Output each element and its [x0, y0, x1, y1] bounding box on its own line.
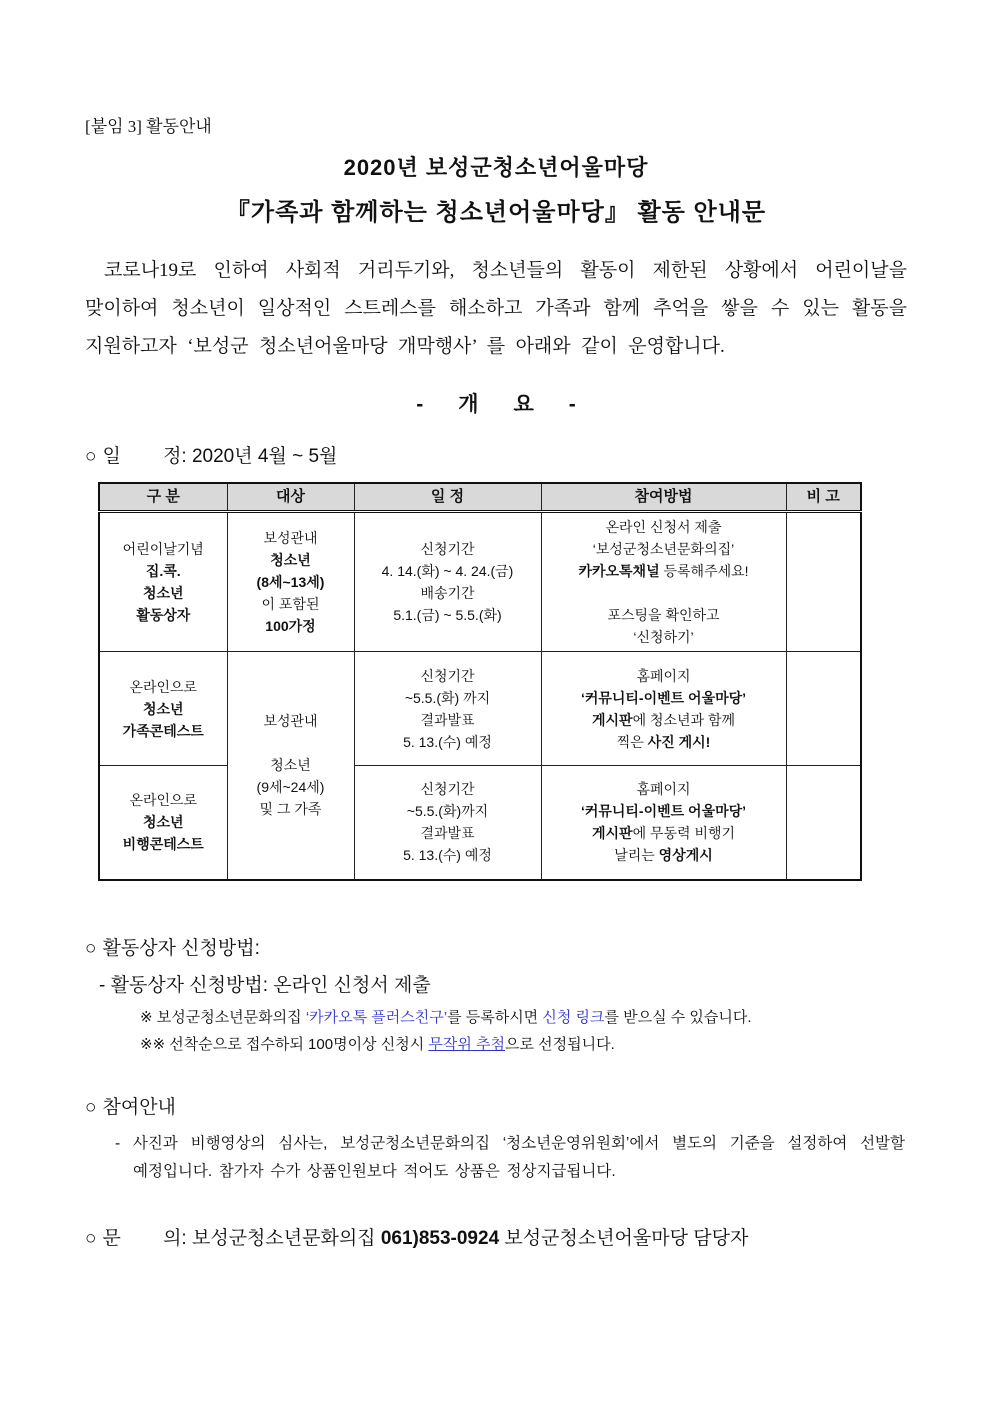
cell-note [786, 766, 861, 880]
text-run: 온라인으로 [129, 678, 198, 695]
text-run [662, 585, 666, 601]
text-run: ‘커뮤니티-이벤트 어울마당’ [580, 689, 747, 706]
table-row [99, 766, 861, 880]
col-header-target: 대상 [227, 483, 354, 512]
contact-label: 문 의: [102, 1227, 187, 1249]
cell-category [99, 512, 227, 652]
text-run: ~5.5.(화) 까지 [404, 689, 491, 706]
text-run: 홈페이지 [636, 667, 691, 684]
table-header-row [99, 483, 861, 512]
text-run: 게시판 [591, 825, 633, 842]
text-run: 청소년 [270, 552, 311, 568]
text-run: 날리는 [614, 847, 659, 864]
circle-bullet-icon: ○ [85, 1227, 97, 1249]
text-run: 신청기간 [420, 781, 475, 798]
text-run: 게시판 [591, 711, 633, 728]
schedule-value: 2020년 4월 ~ 5월 [191, 446, 338, 467]
text-run: 신청기간 [420, 667, 475, 684]
col-header-schedule: 일 정 [354, 483, 541, 512]
text-run: 가족콘테스트 [122, 722, 204, 739]
text-run: 영상게시 [658, 847, 713, 864]
cell-note [786, 512, 861, 652]
text-run: 보성관내 [263, 530, 318, 546]
text-run: 등록해주세요! [659, 563, 749, 579]
text-run: 으로 선정됩니다. [504, 1035, 615, 1053]
text-run: (8세~13세) [256, 574, 325, 590]
text-run: 보성군청소년문화의집 [191, 1227, 381, 1249]
text-run: 카카오톡채널 [578, 563, 660, 579]
text-run: 및 그 가족 [259, 801, 322, 818]
text-run: 5. 13.(수) 예정 [403, 847, 492, 864]
text-run: 찍은 [616, 733, 648, 750]
apply-sub-line [85, 970, 907, 997]
apply-notes [140, 1004, 907, 1058]
contact-body [192, 1228, 748, 1249]
text-run: 어린이날기념 [122, 541, 204, 557]
text-run: 청소년 [270, 757, 311, 774]
text-run: ‘신청하기’ [633, 629, 694, 645]
text-run: 사진 게시! [647, 733, 711, 750]
link-text[interactable]: 무작위 추첨 [428, 1035, 505, 1053]
text-run: 에 무동력 비행기 [632, 825, 736, 842]
participation-body [115, 1130, 907, 1186]
text-run: 비행콘테스트 [122, 836, 204, 853]
text-run: 100가정 [265, 618, 316, 634]
text-run: 를 받으실 수 있습니다. [604, 1008, 752, 1026]
text-run: 온라인 신청서 제출 [605, 519, 722, 535]
text-run: 청소년 [142, 814, 184, 831]
text-run: 보성관내 [263, 713, 318, 730]
text-run: ‘보성군청소년문화의집’ [592, 541, 735, 557]
text-run: 061)853-0924 [380, 1227, 500, 1249]
text-run: 포스팅을 확인하고 [607, 607, 720, 623]
table-row [99, 652, 861, 766]
link-text[interactable]: ‘카카오톡 플러스친구’ [305, 1008, 448, 1026]
text-run: 이 포함된 [261, 596, 320, 612]
text-run: 결과발표 [420, 825, 475, 842]
circle-bullet-icon: ○ [85, 446, 97, 467]
apply-sub-label: 활동상자 신청방법: 온라인 신청서 제출 [110, 974, 431, 996]
text-run: 5.1.(금) ~ 5.5.(화) [393, 607, 502, 623]
overview-table [98, 482, 862, 881]
text-run: ※※ 선착순으로 접수하되 100명이상 신청시 [140, 1035, 429, 1053]
text-run: 집.콕. [145, 563, 181, 579]
text-run: 청소년 [142, 585, 184, 601]
text-run: 를 등록하시면 [447, 1008, 543, 1026]
text-run [289, 735, 293, 751]
cell-method [541, 652, 786, 766]
dash-bullet: - [99, 974, 106, 996]
cell-method [541, 512, 786, 652]
circle-bullet-icon: ○ [85, 1096, 97, 1118]
cell-target-merged [227, 652, 354, 880]
schedule-line [85, 441, 907, 468]
apply-section-heading [85, 933, 907, 960]
cell-schedule [354, 766, 541, 880]
doc-title: 2020년 보성군청소년어울마당 [343, 155, 649, 180]
text-run: 에 청소년과 함께 [632, 711, 736, 728]
link-text[interactable]: 신청 링크 [542, 1008, 605, 1026]
text-run: 홈페이지 [636, 781, 691, 798]
table-row [99, 512, 861, 652]
text-run: 4. 14.(화) ~ 4. 24.(금) [381, 563, 514, 579]
text-run: 신청기간 [420, 541, 475, 557]
attachment-label: [붙임 3] 활동안내 [85, 117, 212, 136]
cell-schedule [354, 652, 541, 766]
text-run: 배송기간 [420, 585, 475, 601]
intro-paragraph: 코로나19로 인하여 사회적 거리두기와, 청소년들의 활동이 제한된 상황에서 어린이날을 맞이하여 청소년이 일상적인 스트레스를 해소하고 가족과 함께 추억을 쌓을 수 있는 활동을 지원하고자 ‘보성군 청소년어울마당 개막행사’ 를 아래와 같이 운영합니다. [85, 260, 907, 357]
overview-heading: - 개 요 - [416, 393, 576, 416]
cell-category [99, 652, 227, 766]
cell-target [227, 512, 354, 652]
doc-subtitle: 『가족과 함께하는 청소년어울마당』 활동 안내문 [225, 199, 767, 226]
cell-note [786, 652, 861, 766]
contact-line [85, 1223, 907, 1250]
text-run: 활동상자 [136, 607, 191, 623]
apply-note-line [140, 1004, 907, 1031]
cell-method [541, 766, 786, 880]
col-header-method: 참여방법 [541, 483, 786, 512]
text-run: - 사진과 비행영상의 심사는, 보성군청소년문화의집 ‘청소년운영위원회’에서 별도의 기준을 설정하여 선발할 예정입니다. 참가자 수가 상품인원보다 적어도 상품은 정상지급됩니다. [115, 1134, 905, 1180]
circle-bullet-icon: ○ [85, 937, 97, 959]
col-header-category: 구 분 [99, 483, 227, 512]
text-run: ‘커뮤니티-이벤트 어울마당’ [580, 803, 747, 820]
text-run: ※ 보성군청소년문화의집 [140, 1008, 306, 1026]
text-run: 5. 13.(수) 예정 [403, 733, 492, 750]
apply-heading-label: 활동상자 신청방법: [102, 937, 260, 959]
text-run: ~5.5.(화)까지 [406, 803, 489, 820]
apply-note-line [140, 1031, 907, 1058]
cell-schedule [354, 512, 541, 652]
text-run: 결과발표 [420, 711, 475, 728]
text-run: 청소년 [142, 700, 184, 717]
participation-section-heading [85, 1092, 907, 1119]
text-run: 온라인으로 [129, 792, 198, 809]
participation-heading-label: 참여안내 [102, 1096, 176, 1118]
col-header-note: 비 고 [786, 483, 861, 512]
text-run: 보성군청소년어울마당 담당자 [499, 1227, 749, 1249]
schedule-label: 일 정: [102, 446, 187, 467]
cell-category [99, 766, 227, 880]
text-run: (9세~24세) [256, 779, 325, 796]
